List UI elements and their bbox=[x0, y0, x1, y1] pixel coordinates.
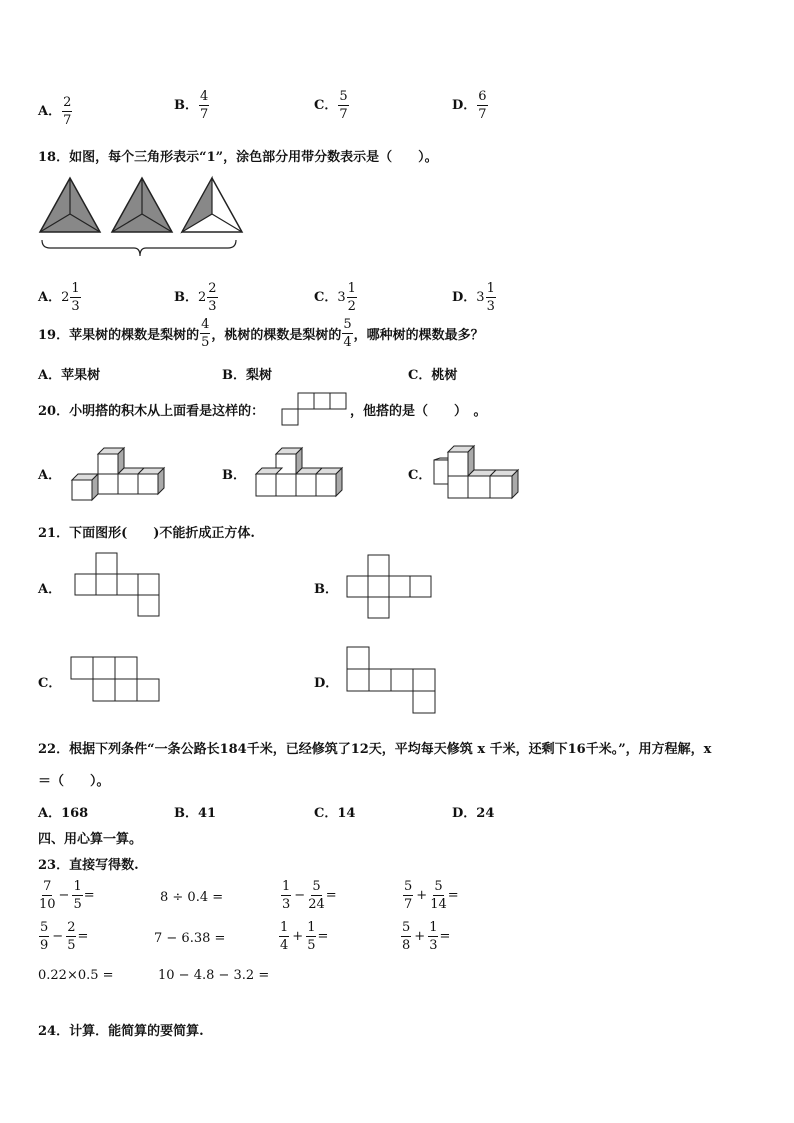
q17-option-d: D． $\frac{6}{7}$ bbox=[452, 89, 487, 122]
q22-stem-line1: 22．根据下列条件“一条公路长184千米，已经修筑了12天，平均每天修筑 x 千米，还剩下16千米。”，用方程解，x bbox=[38, 742, 712, 757]
triangle-3 bbox=[182, 178, 242, 232]
q17-option-a: A． $\frac{2}{7}$ bbox=[38, 95, 72, 128]
q21-stem: 21．下面图形( )不能折成正方体. bbox=[38, 526, 255, 541]
q23-item-7: $\frac{1}{4}$ + $\frac{1}{5}$ = bbox=[280, 920, 329, 953]
q19-option-b: B．梨树 bbox=[222, 368, 273, 383]
q21-option-a-label: A． bbox=[38, 582, 62, 597]
q21-option-c-label: C． bbox=[38, 676, 62, 691]
q22-option-d: D．24 bbox=[452, 806, 495, 821]
q21-option-d-label: D． bbox=[314, 676, 339, 691]
q23-stem: 23．直接写得数. bbox=[38, 858, 139, 873]
q18-option-c: C． 3 $\frac{1}{2}$ bbox=[314, 281, 356, 314]
q20-option-a-blocks bbox=[70, 446, 170, 504]
q18-option-b: B． 2 $\frac{2}{3}$ bbox=[174, 281, 217, 314]
q20-stem-a: 20．小明搭的积木从上面看是这样的： bbox=[38, 404, 265, 419]
q19-option-c: C．桃树 bbox=[408, 368, 458, 383]
q23-item-6: 7 − 6.38 = bbox=[154, 931, 226, 946]
q17-option-c: C． $\frac{5}{7}$ bbox=[314, 89, 348, 122]
q21-option-a-net bbox=[74, 552, 162, 620]
q23-item-9: 0.22×0.5 = bbox=[38, 968, 114, 983]
q23-item-5: $\frac{5}{9}$ − $\frac{2}{5}$ = bbox=[40, 920, 89, 953]
q20-option-a-label: A． bbox=[38, 468, 62, 483]
q20-stem-b: ，他搭的是（ ） 。 bbox=[350, 404, 487, 419]
q23-item-10: 10 − 4.8 − 3.2 = bbox=[158, 968, 270, 983]
q20-option-b-blocks bbox=[256, 446, 352, 498]
q19-stem: 19．苹果树的棵数是梨树的 $\frac{4}{5}$ ，桃树的棵数是梨树的 $\frac{5}{4}$ ，哪种树的棵数最多？ bbox=[38, 317, 484, 350]
q20-option-c-label: C． bbox=[408, 468, 432, 483]
q21-option-b-net bbox=[346, 554, 434, 620]
q23-item-3: $\frac{1}{3}$ − $\frac{5}{24}$ = bbox=[282, 879, 337, 912]
q19-option-a: A．苹果树 bbox=[38, 368, 101, 383]
brace bbox=[42, 240, 236, 256]
triangle-2 bbox=[112, 178, 172, 232]
q24-stem: 24．计算．能简算的要简算. bbox=[38, 1024, 204, 1039]
q20-option-b-label: B． bbox=[222, 468, 246, 483]
q22-stem-line2: ＝（ ）。 bbox=[38, 774, 110, 789]
q23-item-1: $\frac{7}{10}$ − $\frac{1}{5}$ = bbox=[39, 879, 95, 912]
q21-option-d-net bbox=[346, 646, 438, 714]
q17-option-b: B． $\frac{4}{7}$ bbox=[174, 89, 209, 122]
q21-option-b-label: B． bbox=[314, 582, 338, 597]
q23-item-4: $\frac{5}{7}$ + $\frac{5}{14}$ = bbox=[404, 879, 459, 912]
q18-option-a: A． 2 $\frac{1}{3}$ bbox=[38, 281, 80, 314]
q21-option-c-net bbox=[70, 656, 162, 704]
q20-option-c-blocks bbox=[432, 444, 528, 500]
q22-option-a: A．168 bbox=[38, 806, 89, 821]
q22-option-b: B．41 bbox=[174, 806, 217, 821]
q23-item-8: $\frac{5}{8}$ + $\frac{1}{3}$ = bbox=[402, 920, 451, 953]
q20-top-view-figure bbox=[282, 392, 348, 426]
section-4-title: 四、用心算一算。 bbox=[38, 832, 143, 847]
q23-item-2: 8 ÷ 0.4 = bbox=[160, 890, 224, 905]
q18-option-d: D． 3 $\frac{1}{3}$ bbox=[452, 281, 495, 314]
triangle-1 bbox=[40, 178, 100, 232]
q18-stem: 18．如图，每个三角形表示“1”，涂色部分用带分数表示是（ ）。 bbox=[38, 150, 438, 165]
q22-option-c: C．14 bbox=[314, 806, 356, 821]
q18-triangles-figure bbox=[38, 176, 248, 268]
